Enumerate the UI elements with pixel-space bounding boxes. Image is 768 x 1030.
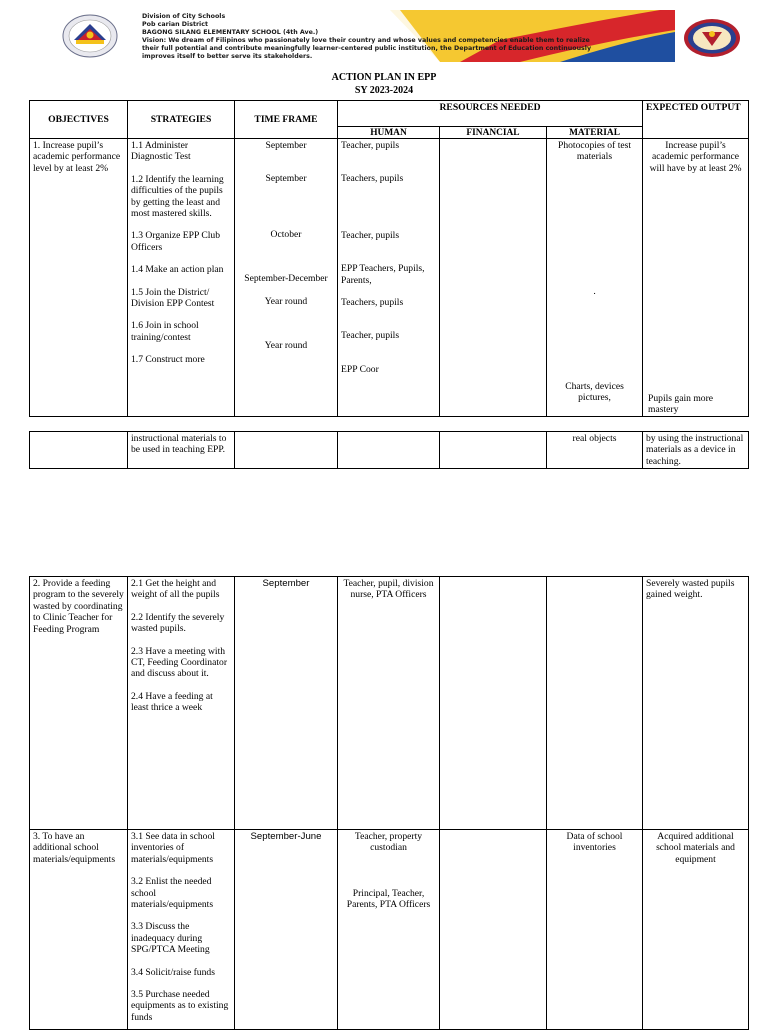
banner-line: improves itself to better serve its stakeholders. bbox=[142, 53, 313, 60]
human-item: EPP Coor bbox=[341, 363, 379, 375]
material-cell bbox=[547, 139, 643, 417]
table-row bbox=[30, 577, 749, 830]
school-year: SY 2023-2024 bbox=[354, 85, 414, 96]
expected-cell bbox=[643, 139, 749, 417]
financial-cell bbox=[440, 830, 547, 1030]
time-frame-item: September-June bbox=[250, 831, 322, 842]
school-banner bbox=[140, 10, 675, 62]
table-row bbox=[30, 432, 749, 469]
strategy-item: 2.1 Get the height and weight of all the pupils bbox=[131, 578, 220, 601]
objective-cell bbox=[30, 432, 128, 469]
strategies-cell bbox=[128, 830, 235, 1030]
strategy-item: 2.4 Have a feeding at least thrice a week bbox=[131, 690, 213, 714]
col-objectives: OBJECTIVES bbox=[30, 101, 128, 139]
time-frame-item: September bbox=[265, 140, 307, 151]
strategy-item: 2.3 Have a meeting with CT, Feeding Coordinator and discuss about it. bbox=[131, 645, 228, 680]
strategy-item: 1.5 Join the District/ Division EPP Contest bbox=[131, 286, 215, 310]
table-row bbox=[30, 830, 749, 1030]
human-cell bbox=[338, 830, 440, 1030]
expected-cell bbox=[643, 577, 749, 830]
banner-line: BAGONG SILANG ELEMENTARY SCHOOL (4th Ave.) bbox=[142, 29, 319, 36]
human-cell bbox=[338, 432, 440, 469]
strategy-item: 2.2 Identify the severely wasted pupils. bbox=[131, 611, 225, 635]
human-cell bbox=[338, 139, 440, 417]
strategies-cell bbox=[128, 577, 235, 830]
objective-cell bbox=[30, 577, 128, 830]
objective-text: 2. Provide a feeding program to the severely wasted by coordinating to Clinic Teacher for Feeding Program bbox=[33, 578, 124, 635]
time-frame-item: Year round bbox=[264, 340, 308, 352]
strategy-item: 3.1 See data in school inventories of materials/equipments bbox=[131, 831, 215, 865]
school-seal-right bbox=[683, 18, 741, 58]
col-human: HUMAN bbox=[338, 127, 440, 139]
col-expected-output: EXPECTED OUTPUT bbox=[643, 101, 749, 139]
banner-text bbox=[142, 13, 672, 61]
objective-cell bbox=[30, 830, 128, 1030]
strategy-item: 3.5 Purchase needed equipments as to existing funds bbox=[131, 989, 229, 1023]
human-item: Teacher, pupils bbox=[341, 229, 400, 241]
col-resources-needed: RESOURCES NEEDED bbox=[338, 101, 643, 127]
time-frame-item: September bbox=[262, 578, 310, 589]
table-row bbox=[30, 139, 749, 417]
strategy-item: 1.4 Make an action plan bbox=[131, 264, 224, 276]
financial-cell bbox=[440, 139, 547, 417]
material-cell bbox=[547, 432, 643, 469]
expected-item: Increase pupil’s academic performance will have by at least 2% bbox=[649, 140, 742, 174]
human-item: Principal, Teacher, Parents, PTA Officers bbox=[346, 887, 431, 911]
strategies-cell bbox=[128, 139, 235, 417]
expected-item: Severely wasted pupils gained weight. bbox=[646, 578, 735, 601]
human-item: Teacher, pupils bbox=[341, 140, 400, 151]
strategies-cell bbox=[128, 432, 235, 469]
time-frame-item: October bbox=[270, 228, 302, 240]
strategy-item: 1.6 Join in school training/contest bbox=[131, 320, 199, 343]
time-frame-cell bbox=[235, 830, 338, 1030]
strategy-item: 1.2 Identify the learning difficulties of the pupils by getting the least and most mastered skills. bbox=[131, 173, 224, 220]
col-time-frame: TIME FRAME bbox=[235, 101, 338, 139]
col-strategies: STRATEGIES bbox=[128, 101, 235, 139]
material-item: Charts, devices pictures, bbox=[565, 381, 624, 404]
deped-seal-left bbox=[62, 14, 118, 58]
col-material: MATERIAL bbox=[547, 127, 643, 139]
strategy-item: 3.3 Discuss the inadequacy during SPG/PTCA Meeting bbox=[131, 921, 210, 956]
expected-cell bbox=[643, 432, 749, 469]
objective-text: 3. To have an additional school materials/equipments bbox=[33, 831, 116, 865]
col-financial: FINANCIAL bbox=[440, 127, 547, 139]
strategy-item: 1.3 Organize EPP Club Officers bbox=[131, 230, 221, 253]
time-frame-cell bbox=[235, 432, 338, 469]
banner-line: Pob carian District bbox=[142, 21, 208, 28]
material-cell bbox=[547, 830, 643, 1030]
strategy-item: instructional materials to be used in teaching EPP. bbox=[131, 433, 227, 456]
banner-line: Vision: We dream of Filipinos who passionately love their country and whose values and competencies enable them to realize bbox=[142, 37, 590, 44]
expected-item: Pupils gain more mastery bbox=[648, 393, 714, 416]
material-item: Photocopies of test materials bbox=[558, 140, 632, 163]
action-plan-table-3 bbox=[29, 576, 749, 1030]
material-item: Data of school inventories bbox=[566, 831, 623, 854]
human-item: Teachers, pupils bbox=[341, 297, 404, 309]
human-item: Teacher, property custodian bbox=[354, 831, 423, 854]
financial-cell bbox=[440, 577, 547, 830]
banner-line: their full potential and contribute meaningfully learner-centered public institution, the Department of Education continuously bbox=[142, 45, 592, 52]
action-plan-table-2 bbox=[29, 431, 749, 469]
action-plan-table-1 bbox=[29, 100, 749, 417]
human-item: Teacher, pupils bbox=[341, 330, 400, 342]
time-frame-item: Year round bbox=[264, 295, 308, 307]
time-frame-cell bbox=[235, 139, 338, 417]
human-item: Teacher, pupil, division nurse, PTA Officers bbox=[343, 578, 434, 601]
expected-item: by using the instructional materials as a device in teaching. bbox=[646, 433, 744, 467]
time-frame-cell bbox=[235, 577, 338, 830]
objective-cell bbox=[30, 139, 128, 417]
objective-text: 1. Increase pupil’s academic performance level by at least 2% bbox=[33, 140, 121, 174]
human-item: EPP Teachers, Pupils, Parents, bbox=[341, 263, 425, 286]
expected-cell bbox=[643, 830, 749, 1030]
material-cell bbox=[547, 577, 643, 830]
time-frame-item: September-December bbox=[244, 273, 328, 285]
page-title: ACTION PLAN IN EPP bbox=[331, 72, 437, 83]
strategy-item: 3.2 Enlist the needed school materials/equipments bbox=[131, 876, 214, 911]
financial-cell bbox=[440, 432, 547, 469]
banner-line: Division of City Schools bbox=[142, 13, 226, 20]
human-cell bbox=[338, 577, 440, 830]
material-item: real objects bbox=[572, 433, 617, 444]
strategy-item: 1.7 Construct more bbox=[131, 354, 205, 366]
strategy-item: 3.4 Solicit/raise funds bbox=[131, 966, 215, 978]
material-item: . bbox=[593, 285, 596, 297]
expected-item: Acquired additional school materials and equipment bbox=[656, 831, 735, 865]
time-frame-item: September bbox=[265, 173, 307, 185]
strategy-item: 1.1 Administer Diagnostic Test bbox=[131, 140, 191, 163]
human-item: Teachers, pupils bbox=[341, 173, 404, 185]
